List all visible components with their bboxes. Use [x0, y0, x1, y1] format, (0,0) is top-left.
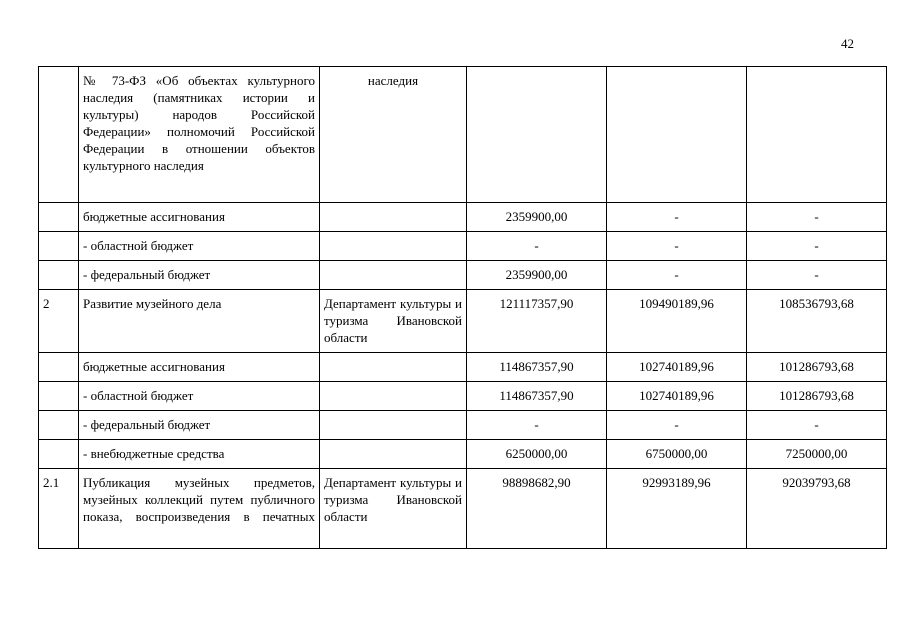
row-executor — [320, 411, 467, 440]
row-value-year3: 101286793,68 — [747, 382, 887, 411]
row-value-year2: 102740189,96 — [607, 382, 747, 411]
row-value-year1: 98898682,90 — [467, 469, 607, 549]
table-row — [39, 261, 887, 290]
row-value-year3: - — [747, 411, 887, 440]
row-value-year3: 7250000,00 — [747, 440, 887, 469]
row-executor — [320, 353, 467, 382]
row-name: Публикация музейных предметов, музейных коллекций путем публичного показа, воспроизведения в печатных — [79, 469, 320, 549]
row-executor: Департамент культуры и туризма Ивановской области — [320, 469, 467, 549]
row-executor: Департамент культуры и туризма Ивановской области — [320, 290, 467, 353]
row-value-year1: 121117357,90 — [467, 290, 607, 353]
row-value-year2: 6750000,00 — [607, 440, 747, 469]
row-executor — [320, 232, 467, 261]
row-value-year1: 6250000,00 — [467, 440, 607, 469]
row-value-year2 — [607, 67, 747, 203]
row-number — [39, 353, 79, 382]
row-value-year1 — [467, 67, 607, 203]
row-value-year3: - — [747, 261, 887, 290]
row-number — [39, 67, 79, 203]
row-value-year3: 101286793,68 — [747, 353, 887, 382]
row-executor — [320, 203, 467, 232]
row-name: - внебюджетные средства — [79, 440, 320, 469]
row-value-year2: 109490189,96 — [607, 290, 747, 353]
row-number — [39, 232, 79, 261]
row-executor: наследия — [320, 67, 467, 203]
row-value-year3: 92039793,68 — [747, 469, 887, 549]
row-value-year1: 2359900,00 — [467, 261, 607, 290]
table-row — [39, 382, 887, 411]
budget-table — [38, 66, 887, 549]
table-row — [39, 232, 887, 261]
row-value-year1: 2359900,00 — [467, 203, 607, 232]
row-number — [39, 382, 79, 411]
row-value-year2: - — [607, 261, 747, 290]
row-value-year2: - — [607, 203, 747, 232]
table-row — [39, 411, 887, 440]
page-number: 42 — [841, 36, 854, 51]
row-value-year3: - — [747, 203, 887, 232]
row-name: - федеральный бюджет — [79, 261, 320, 290]
row-value-year2: - — [607, 232, 747, 261]
table-row — [39, 67, 887, 203]
row-number: 2.1 — [39, 469, 79, 549]
row-number — [39, 261, 79, 290]
row-value-year3 — [747, 67, 887, 203]
row-value-year2: 92993189,96 — [607, 469, 747, 549]
row-value-year3: - — [747, 232, 887, 261]
row-name: Развитие музейного дела — [79, 290, 320, 353]
row-executor — [320, 261, 467, 290]
row-value-year2: 102740189,96 — [607, 353, 747, 382]
row-number — [39, 411, 79, 440]
table-row — [39, 203, 887, 232]
row-value-year1: 114867357,90 — [467, 382, 607, 411]
table-row — [39, 440, 887, 469]
row-value-year2: - — [607, 411, 747, 440]
row-name: - федеральный бюджет — [79, 411, 320, 440]
row-value-year1: - — [467, 232, 607, 261]
row-value-year3: 108536793,68 — [747, 290, 887, 353]
row-name: - областной бюджет — [79, 232, 320, 261]
table-row — [39, 469, 887, 549]
row-value-year1: 114867357,90 — [467, 353, 607, 382]
table-row — [39, 353, 887, 382]
row-name: - областной бюджет — [79, 382, 320, 411]
row-number: 2 — [39, 290, 79, 353]
row-name: бюджетные ассигнования — [79, 353, 320, 382]
row-value-year1: - — [467, 411, 607, 440]
table-row — [39, 290, 887, 353]
row-number — [39, 440, 79, 469]
row-executor — [320, 382, 467, 411]
row-executor — [320, 440, 467, 469]
row-name: бюджетные ассигнования — [79, 203, 320, 232]
row-name: № 73-ФЗ «Об объектах культурного наследия (памятниках истории и культуры) народов Российской Федерации» полномочий Российской Федерации в отношении объектов культурного наследия — [79, 67, 320, 203]
row-number — [39, 203, 79, 232]
